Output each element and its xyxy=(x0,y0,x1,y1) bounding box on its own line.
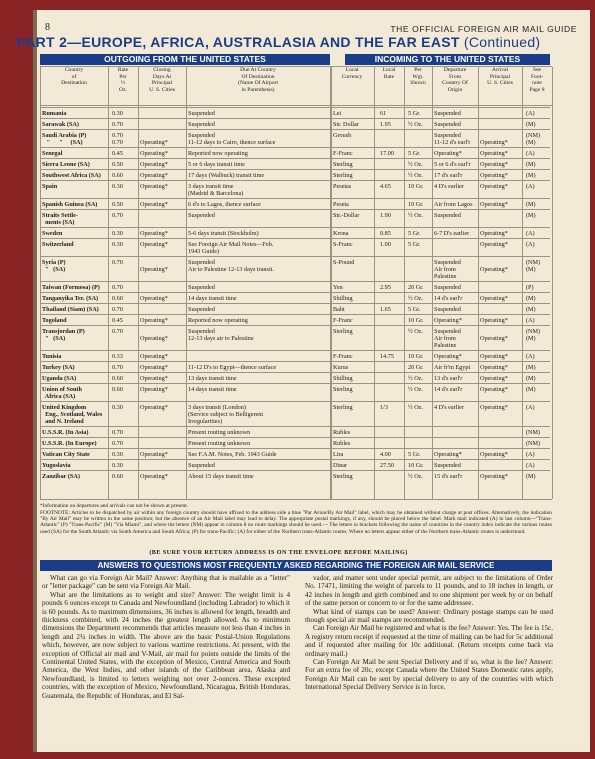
cell-currency: Pesetas xyxy=(333,183,352,190)
cell-closing: Operating* xyxy=(140,386,168,393)
qa-paragraph: What are the limitations as to weight and size? Answer: The weight limit is 4 pounds 6 ounces except to Canada and Newfoundland (including Labrador) to which it is 60 pounds. As to maximum dimensions, 36 inches is allowed for length, breadth and thickness combined, with 24 inches the greatest length allowed. As to minimum dimensions the Department recommends that articles measure not less than 4 inches in length and 2¾ inches in width. The above are the basic Postal-Union Regulations which, however, are now subject to various wartime restrictions. At present, with the exception of Official air mail and V-Mail, air mail for points outside the limits of the Continental United States, with the exception of Mexico, Central America and South America, the West Indies, and other islands of the Caribbean area, Alaska and Newfoundland, is limited to letters weighing not over 2-ounces. These excepted countries, with the exception of Mexico, Newfoundland, Nicaragua, British Honduras, Guatemala, the Republic of Honduras, and El Sal- xyxy=(42,590,290,700)
cell-closing: Operating* xyxy=(140,161,168,168)
cell-currency: S-Franc xyxy=(333,241,353,248)
cell-due: Suspended xyxy=(188,212,215,219)
cell-country: Southwest Africa (SA) xyxy=(42,172,101,179)
cell-rate: 0.70 xyxy=(112,364,123,371)
table-row xyxy=(40,180,550,199)
cell-rate: 0.70 xyxy=(112,259,123,266)
footnote-star: *Information on departures and arrivals can not be shown at present. xyxy=(40,503,189,509)
cell-weight: ½ Oz. xyxy=(408,328,423,335)
cell-departure: Air from Lagos xyxy=(434,201,473,208)
cell-arrival: Operating* xyxy=(480,150,508,157)
cell-local-rate: 4.65 xyxy=(380,183,391,190)
cell-local-rate: 17.00 xyxy=(380,150,394,157)
cell-due: 6 d's to Lagos, thence surface xyxy=(188,201,261,208)
cell-footnote: (P) xyxy=(526,284,534,291)
header-local-rate: Local Rate xyxy=(382,67,396,80)
table-row xyxy=(40,383,550,402)
cell-closing: Operating* xyxy=(140,317,168,324)
cell-country: Spain xyxy=(42,183,58,190)
cell-local-rate: 4.00 xyxy=(380,451,391,458)
cell-due: 17 days (Walbuck) transit time xyxy=(188,172,265,179)
cell-footnote: (A) xyxy=(526,241,535,248)
header-rate: Rate Per ½ Oz. xyxy=(117,67,129,93)
cell-currency: Sterling xyxy=(333,404,353,411)
qa-banner: ANSWERS TO QUESTIONS MOST FREQUENTLY ASKED REGARDING THE FOREIGN AIR MAIL SERVICE xyxy=(40,560,552,571)
cell-arrival: Operating* xyxy=(480,241,508,248)
cell-rate: 0.60 xyxy=(112,386,123,393)
cell-departure: 17 d's earl'r xyxy=(434,172,463,179)
cell-weight: ½ Oz. xyxy=(408,121,423,128)
header-currency: Local Currency xyxy=(341,67,363,80)
cell-closing: Operating* xyxy=(140,295,168,302)
cell-country: Saudi Arabia (P) " " (SA) xyxy=(42,132,87,146)
cell-local-rate: 1.95 xyxy=(380,121,391,128)
cell-country: Tunisia xyxy=(42,353,62,360)
cell-closing: Operating* xyxy=(140,451,168,458)
cell-footnote: (NM) (M) xyxy=(526,328,541,342)
cell-local-rate: 2.95 xyxy=(380,284,391,291)
cell-weight: ½ Oz. xyxy=(408,386,423,393)
cell-currency: Str. Dollar xyxy=(333,121,359,128)
cell-country: Zanzibar (SA) xyxy=(42,473,80,480)
cell-currency: F-Franc xyxy=(333,353,353,360)
cell-weight: 5 Gr. xyxy=(408,110,421,117)
cell-currency: Sterling xyxy=(333,386,353,393)
cell-footnote: (M) xyxy=(526,201,536,208)
cell-footnote: (M) xyxy=(526,212,536,219)
cell-weight: ½ Oz. xyxy=(408,212,423,219)
cell-arrival: Operating* xyxy=(480,386,508,393)
cell-footnote: (A) xyxy=(526,183,535,190)
cell-due: Suspended Air to Palestine 12-13 days transit. xyxy=(188,259,274,273)
cell-departure: 15 d's earl'r xyxy=(434,473,463,480)
table-row xyxy=(40,209,550,228)
cell-closing: Operating* xyxy=(140,183,168,190)
cell-departure: 14 d's earl'r xyxy=(434,295,463,302)
cell-footnote: (A) xyxy=(526,230,535,237)
cell-footnote: (M) xyxy=(526,375,536,382)
cell-country: Rumania xyxy=(42,110,67,117)
cell-footnote: (M) xyxy=(526,295,536,302)
cell-closing: Operating* xyxy=(140,375,168,382)
table-row xyxy=(40,401,550,427)
header-footnote: See Foot- note Page 8 xyxy=(529,67,545,93)
cell-due: Suspended 12-13 days air to Palestine xyxy=(188,328,254,342)
cell-country: Uganda (SA) xyxy=(42,375,77,382)
cell-closing: Operating* xyxy=(140,473,168,480)
page-number: 8 xyxy=(45,22,50,33)
cell-weight: 5 Gr. xyxy=(408,451,421,458)
cell-weight: ½ Oz. xyxy=(408,161,423,168)
cell-departure: 5 or 6 d's earl'r xyxy=(434,161,471,168)
cell-arrival: Operating* xyxy=(480,201,508,208)
qa-paragraph: What kind of stamps can be used? Answer: Ordinary postage stamps can be used though special air mail stamps are recommended. xyxy=(305,607,553,625)
cell-currency: Rubles xyxy=(333,440,351,447)
column-rule xyxy=(552,67,553,499)
cell-rate: 0.70 xyxy=(112,284,123,291)
cell-rate: 0.70 0.70 xyxy=(112,132,123,146)
cell-rate: 0.45 xyxy=(112,317,123,324)
part-title-continued: (Continued) xyxy=(463,34,541,50)
cell-arrival: Operating* xyxy=(480,183,508,190)
cell-departure: Suspended xyxy=(434,462,461,469)
cell-rate: 0.60 xyxy=(112,473,123,480)
cell-rate: 0.70 xyxy=(112,328,123,335)
cell-local-rate: 61 xyxy=(380,110,387,117)
cell-country: Syria (P) " (SA) xyxy=(42,259,66,273)
cell-arrival: Operating* xyxy=(480,172,508,179)
cell-rate: 0.30 xyxy=(112,451,123,458)
cell-rate: 0.45 xyxy=(112,150,123,157)
cell-due: 14 days transit time xyxy=(188,386,237,393)
cell-country: Union of South Africa (SA) xyxy=(42,386,82,400)
cell-closing: Operating* xyxy=(140,172,168,179)
cell-country: Switzerland xyxy=(42,241,74,248)
cell-departure: Suspended 11-12 d's earl'r xyxy=(434,132,471,146)
cell-arrival: Operating* xyxy=(480,375,508,382)
cell-departure: 14 d's earl'r xyxy=(434,386,463,393)
cell-arrival: Operating* xyxy=(480,266,508,273)
cell-country: Vatican City State xyxy=(42,451,90,458)
cell-country: Straits Settle- ments (SA) xyxy=(42,212,78,226)
cell-due: 13 days transit time xyxy=(188,375,237,382)
cell-weight: 5 Gr. xyxy=(408,306,421,313)
cell-rate: 0.60 xyxy=(112,172,123,179)
cell-weight: 10 Gr. xyxy=(408,201,424,208)
cell-arrival: Operating* xyxy=(480,451,508,458)
table-bottom-rule xyxy=(40,499,552,500)
header-top-rule xyxy=(40,66,552,67)
outgoing-banner: OUTGOING FROM THE UNITED STATES xyxy=(40,54,330,65)
cell-country: Transjordan (P) " (SA) xyxy=(42,328,85,342)
cell-rate: 0.70 xyxy=(112,306,123,313)
cell-currency: Rubles xyxy=(333,429,351,436)
cell-country: Sierra Leone (SA) xyxy=(42,161,90,168)
cell-country: U.S.S.R. (In Europe) xyxy=(42,440,97,447)
cell-currency: Yen xyxy=(333,284,343,291)
qa-left-column xyxy=(42,574,290,700)
cell-rate: 0.30 xyxy=(112,241,123,248)
cell-weight: ½ Oz. xyxy=(408,295,423,302)
cell-local-rate: 14.75 xyxy=(380,353,394,360)
cell-currency: Lei xyxy=(333,110,342,117)
cell-due: 3 days transit (London) (Service subject to Belligerent Irregularities) xyxy=(188,404,264,425)
cell-due: Suspended xyxy=(188,284,215,291)
cell-departure: Operating* xyxy=(434,451,462,458)
cell-rate: 0.30 xyxy=(112,183,123,190)
cell-country: United Kingdom Eng., Scotland, Wales and N. Ireland xyxy=(42,404,103,425)
cell-departure: Operating* xyxy=(434,150,462,157)
qa-paragraph: Can Foreign Air Mail be sent Special Delivery and if so, what is the fee? Answer: For an extra fee of 20c, except Canada where the United States Domestic rates apply, Foreign Air Mail can be sent by special delivery to any of the countries with which International Special Delivery Service is in force. xyxy=(305,658,553,692)
cell-weight: 10 Gr. xyxy=(408,353,424,360)
cell-footnote: (A) xyxy=(526,110,535,117)
cell-arrival: Operating* xyxy=(480,230,508,237)
cell-arrival: Operating* xyxy=(480,364,508,371)
cell-currency: Shilling xyxy=(333,375,353,382)
cell-country: Yugoslavia xyxy=(42,462,71,469)
cell-due: About 15 days transit time xyxy=(188,473,254,480)
cell-footnote: (M) xyxy=(526,473,536,480)
cell-arrival: Operating* xyxy=(480,139,508,146)
cell-weight: 20 Gr. xyxy=(408,284,424,291)
cell-footnote: (M) xyxy=(526,306,536,313)
cell-due: Suspended xyxy=(188,121,215,128)
cell-footnote: (M) xyxy=(526,172,536,179)
cell-footnote: (NM) (M) xyxy=(526,132,541,146)
cell-country: Taiwan (Formosa) (P) xyxy=(42,284,100,291)
cell-local-rate: 1.65 xyxy=(380,306,391,313)
cell-footnote: (A) xyxy=(526,317,535,324)
cell-arrival: Operating* xyxy=(480,335,508,342)
cell-footnote: (A) xyxy=(526,150,535,157)
cell-rate: 0.33 xyxy=(112,353,123,360)
cell-departure: Suspended xyxy=(434,284,461,291)
cell-closing: Operating* xyxy=(140,201,168,208)
cell-currency: Sterling xyxy=(333,328,353,335)
cell-rate: 0.70 xyxy=(112,121,123,128)
cell-rate: 0.60 xyxy=(112,375,123,382)
cell-rate: 0.60 xyxy=(112,295,123,302)
cell-departure: Air fr'm Egypt xyxy=(434,364,471,371)
header-departure: Departure From Country Of Origin xyxy=(442,67,468,93)
cell-local-rate: 1.00 xyxy=(380,241,391,248)
cell-arrival: Operating* xyxy=(480,161,508,168)
cell-departure: Suspended xyxy=(434,212,461,219)
cell-weight: ½ Oz. xyxy=(408,375,423,382)
footnote-text: FOOTNOTE: Articles to be dispatched by air within any foreign country should have affixed to the address side a blue "Par Avion/By Air Mail" label, which may be obtained without charge at post offices. Alternatively, the indication "By Air Mail" may be written in the same position; but the absence of an Air Mail label may lead to delay. The appropriate postal markings, if any, should be placed below the label. Mark mail indicated (A) in last column—"Trans-Atlantic" (P) "Trans-Pacific" (M) "Via Miami", and where the letters (NM) appear in column 8 no route markings should be used.— The letters in brackets following the name of countries in the country index indicate the various routes used (SA) for the South Atlantic via South America and South Africa; (P) for trans-Pacific; (A) for either of the Northern trans-Atlantic routes. Where no letters appear either of the Northern trans-Atlantic routes is understood. xyxy=(40,510,552,535)
cell-rate: 0.70 xyxy=(112,440,123,447)
cell-footnote: (NM) xyxy=(526,440,541,447)
cell-country: Sarawak (SA) xyxy=(42,121,79,128)
cell-closing: Operating* xyxy=(140,150,168,157)
cell-currency: Peseta xyxy=(333,201,349,208)
incoming-banner: INCOMING TO THE UNITED STATES xyxy=(345,54,550,65)
cell-rate: 0.70 xyxy=(112,429,123,436)
header-bottom-rule xyxy=(40,105,552,106)
cell-weight: 10 Gr. xyxy=(408,183,424,190)
cell-country: Togoland xyxy=(42,317,67,324)
cell-arrival: Operating* xyxy=(480,404,508,411)
cell-footnote: (A) xyxy=(526,353,535,360)
cell-departure: Operating* xyxy=(434,317,462,324)
cell-currency: Sterling xyxy=(333,161,353,168)
cell-departure: Operating* xyxy=(434,353,462,360)
cell-footnote: (M) xyxy=(526,386,536,393)
cell-rate: 0.70 xyxy=(112,212,123,219)
cell-rate: 0.30 xyxy=(112,462,123,469)
table-row xyxy=(40,325,550,351)
cell-due: 14 days transit time xyxy=(188,295,237,302)
cell-currency: Sterling xyxy=(333,172,353,179)
part-title xyxy=(0,34,557,50)
cell-due: 5-6 days transit (Stockholm) xyxy=(188,230,259,237)
cell-arrival: Operating* xyxy=(480,295,508,302)
cell-departure: 13 d's earl'r xyxy=(434,375,463,382)
cell-closing: Operating* xyxy=(140,353,168,360)
cell-due: Suspended xyxy=(188,306,215,313)
cell-footnote: (M) xyxy=(526,161,536,168)
cell-footnote: (M) xyxy=(526,364,536,371)
cell-weight: ½ Oz. xyxy=(408,404,423,411)
cell-departure: Suspended xyxy=(434,306,461,313)
cell-country: Spanish Guinea (SA) xyxy=(42,201,98,208)
cell-rate: 0.30 xyxy=(112,110,123,117)
cell-due: Present routing unknown xyxy=(188,440,251,447)
cell-due: 3 days transit time (Madrid & Barcelona) xyxy=(188,183,244,197)
cell-weight: ½ Oz. xyxy=(408,172,423,179)
cell-currency: Krona xyxy=(333,230,349,237)
cell-country: Tanganyika Ter. (SA) xyxy=(42,295,99,302)
cell-currency: Kurus xyxy=(333,364,349,371)
cell-currency: Lira xyxy=(333,451,344,458)
cell-due: Suspended 11-12 days to Cairo, thence surface xyxy=(188,132,276,146)
cell-currency: F-Franc xyxy=(333,150,353,157)
cell-due: Present routing unknown xyxy=(188,429,251,436)
cell-country: Thailand (Siam) (SA) xyxy=(42,306,99,313)
cell-due: Suspended xyxy=(188,462,215,469)
cell-currency: F-Franc xyxy=(333,317,353,324)
cell-arrival: Operating* xyxy=(480,353,508,360)
cell-weight: ½ Oz. xyxy=(408,473,423,480)
cell-rate: 0.30 xyxy=(112,230,123,237)
table-row xyxy=(40,256,550,282)
cell-due: Suspended xyxy=(188,110,215,117)
cell-local-rate: 1.90 xyxy=(380,212,391,219)
book-spine-edge xyxy=(33,10,37,752)
cell-currency: Shilling xyxy=(333,295,353,302)
cell-closing: Operating* xyxy=(140,335,168,342)
cell-due: See F.A.M. Notes, Feb. 1943 Guide xyxy=(188,451,277,458)
cell-departure: 4 D's earlier xyxy=(434,404,464,411)
cell-closing: Operating* xyxy=(140,364,168,371)
cell-departure: Suspended Air from Palestine xyxy=(434,328,461,349)
cell-closing: Operating* xyxy=(140,404,168,411)
table-row xyxy=(40,238,550,257)
header-weight: Per Wgt. Shown xyxy=(410,67,426,86)
cell-local-rate: 0.85 xyxy=(380,230,391,237)
header-arrival: Arrival Principal U. S. Cities xyxy=(487,67,513,86)
cell-departure: 6-7 D's earlier xyxy=(434,230,470,237)
cell-weight: 10 Gr. xyxy=(408,462,424,469)
cell-rate: 0.30 xyxy=(112,404,123,411)
cell-closing: Operating* xyxy=(140,241,168,248)
cell-rate: 0.50 xyxy=(112,161,123,168)
cell-departure: 4 D's earlier xyxy=(434,183,464,190)
qa-right-column xyxy=(305,574,553,692)
cell-local-rate: 1/3 xyxy=(380,404,388,411)
cell-currency: Baht xyxy=(333,306,345,313)
cell-footnote: (NM) xyxy=(526,429,541,436)
part-title-main: PART 2—EUROPE, AFRICA, AUSTRALASIA AND THE FAR EAST xyxy=(16,34,460,50)
cell-currency: Sterling xyxy=(333,473,353,480)
cell-country: Sweden xyxy=(42,230,63,237)
cell-weight: 10 Gr. xyxy=(408,317,424,324)
cell-closing: Operating* xyxy=(140,139,168,146)
cell-currency: Dinar xyxy=(333,462,348,469)
cell-closing: Operating* xyxy=(140,266,168,273)
cell-country: U.S.S.R. (In Asia) xyxy=(42,429,89,436)
cell-departure: Suspended xyxy=(434,110,461,117)
cell-country: Senegal xyxy=(42,150,63,157)
cell-weight: 5 Gr. xyxy=(408,150,421,157)
cell-footnote: (NM) (M) xyxy=(526,259,541,273)
qa-paragraph: vador, and matter sent under special permit, are subject to the limitations of Order No. 17471, limiting the weight of parcels to 11 pounds, and to 18 inches in length, or 42 inches in length and girth combined and to one shipment per week by or on behalf of the same person or concern to or for the same addressee. xyxy=(305,574,553,608)
cell-closing: Operating* xyxy=(140,230,168,237)
cell-due: Reported now operating xyxy=(188,317,248,324)
cell-departure: Suspended xyxy=(434,121,461,128)
cell-arrival: Operating* xyxy=(480,317,508,324)
cell-currency: Groush xyxy=(333,132,352,139)
cell-rate: 0.50 xyxy=(112,201,123,208)
cell-currency: S-Pound xyxy=(333,259,355,266)
cell-footnote: (A) xyxy=(526,404,535,411)
cell-due: 5 or 6 days transit time xyxy=(188,161,245,168)
header-due: Due At Country Of Destination (Name Of Airport in Parenthesis) xyxy=(237,67,279,93)
cell-local-rate: 27.50 xyxy=(380,462,394,469)
cell-currency: Str.-Dollar xyxy=(333,212,360,219)
cell-footnote: (A) xyxy=(526,462,535,469)
header-country: Country of Destination xyxy=(61,67,87,86)
cell-due: 11-12 D's to Egypt—thence surface xyxy=(188,364,277,371)
cell-due: See Foreign Air Mail Notes—Feb. 1943 Guide) xyxy=(188,241,274,255)
qa-paragraph: What can go via Foreign Air Mail? Answer: Anything that is mailable as a "letter" or "letter package" can be sent via Foreign Air Mail. xyxy=(42,574,290,591)
cell-weight: 5 Gr. xyxy=(408,230,421,237)
cell-footnote: (A) xyxy=(526,451,535,458)
cell-arrival: Operating* xyxy=(480,473,508,480)
envelope-note: (BE SURE YOUR RETURN ADDRESS IS ON THE ENVELOPE BEFORE MAILING) xyxy=(149,549,408,556)
cell-country: Turkey (SA) xyxy=(42,364,75,371)
cell-departure: Suspended Air from Palestine xyxy=(434,259,461,280)
cell-weight: 20 Gr. xyxy=(408,364,424,371)
cell-footnote: (M) xyxy=(526,121,536,128)
header-closing: Closing Days At Principal U. S. Cities xyxy=(149,67,175,93)
running-head: THE OFFICIAL FOREIGN AIR MAIL GUIDE xyxy=(390,24,577,34)
cell-weight: 5 Gr. xyxy=(408,241,421,248)
table-row xyxy=(40,470,550,482)
cell-due: Reported now operating xyxy=(188,150,248,157)
table-row xyxy=(40,129,550,148)
qa-paragraph: Can Foreign Air Mail be registered and what is the fee? Answer: Yes. The fee is 15c. A registry return receipt if requested at the time of mailing can be had for 5c additional and if requested after mailing for 10c additional. (Return receipts come back via ordinary mail.) xyxy=(305,624,554,658)
